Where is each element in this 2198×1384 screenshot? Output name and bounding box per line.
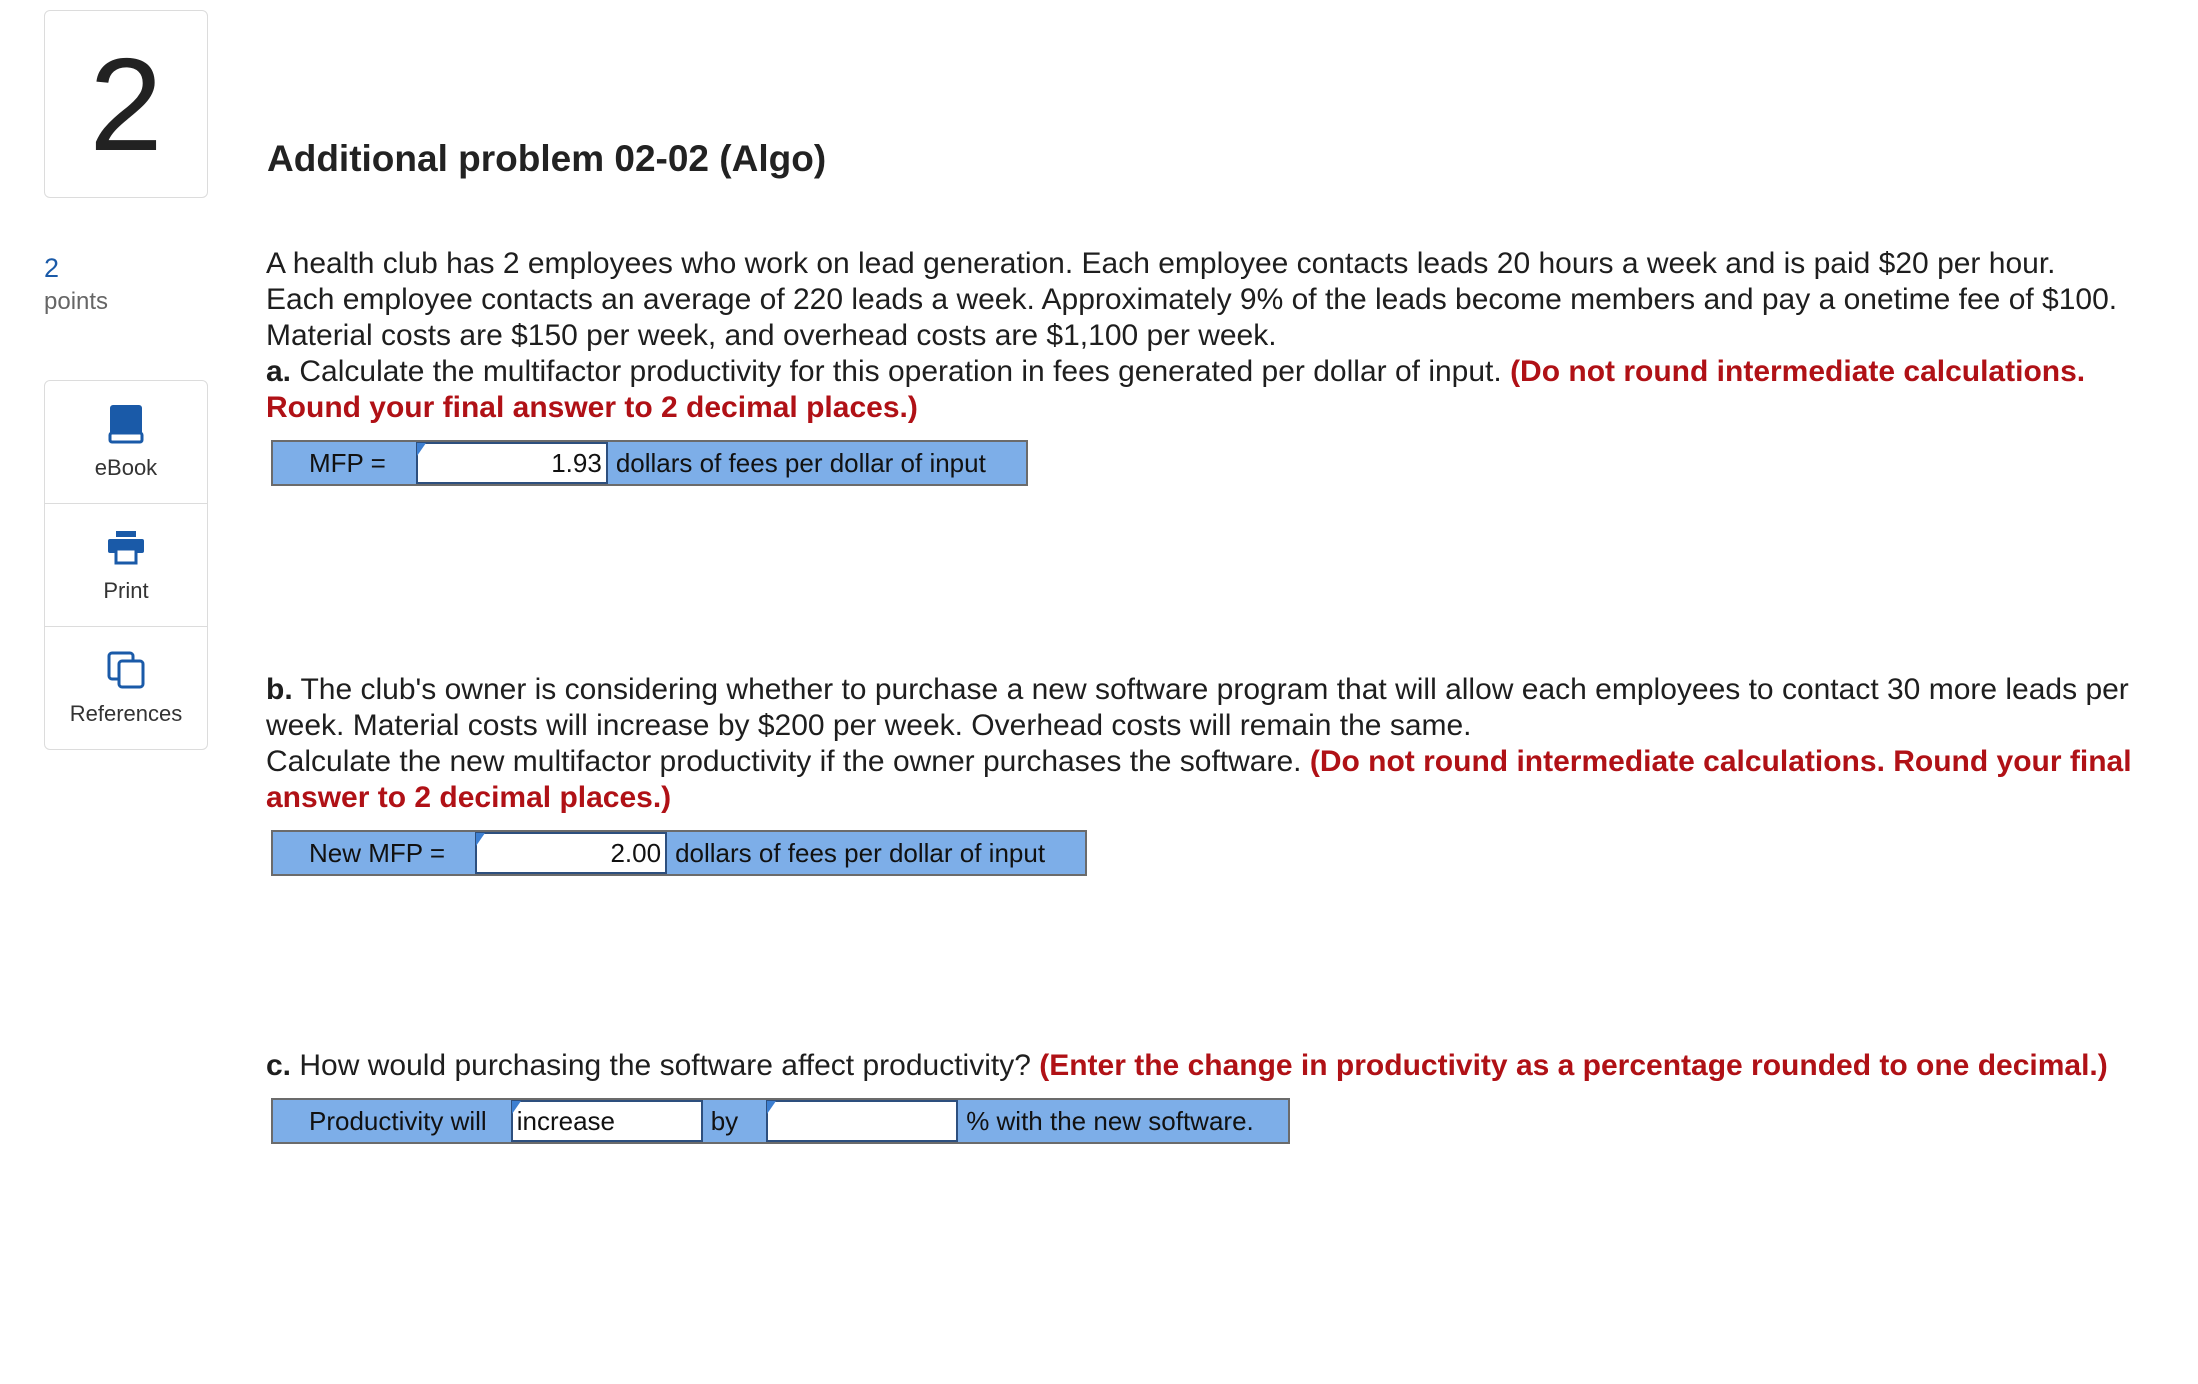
references-label: References <box>69 701 183 726</box>
part-c-letter: c. <box>266 1049 292 1082</box>
book-icon <box>105 403 147 445</box>
new-mfp-unit: dollars of fees per dollar of input <box>675 838 1046 868</box>
part-b-instruction: (Do not round intermediate calculations. Round your final answer to 2 decimal places.) <box>266 745 2132 814</box>
part-a-instruction: (Do not round intermediate calculations. Round your final answer to 2 decimal places.) <box>266 355 2086 424</box>
ebook-button[interactable] <box>45 381 207 503</box>
flag-icon <box>476 833 485 846</box>
new-mfp-value: 2.00 <box>610 838 662 868</box>
points-label: points <box>44 288 109 315</box>
intro-line-1: A health club has 2 employees who work on lead generation. Each employee contacts leads 20 hours a week and is paid $20 per hour. <box>266 247 2056 280</box>
print-button[interactable] <box>45 503 207 626</box>
intro-line-3: Material costs are $150 per week, and overhead costs are $1,100 per week. <box>266 319 1277 352</box>
productivity-label: Productivity will <box>309 1106 487 1136</box>
flag-icon <box>417 443 426 456</box>
part-b-text-2: Calculate the new multifactor productivity if the owner purchases the software. <box>266 745 1302 778</box>
part-c-instruction: (Enter the change in productivity as a percentage rounded to one decimal.) <box>1039 1049 2108 1082</box>
intro-line-2: Each employee contacts an average of 220 leads a week. Approximately 9% of the leads become members and pay a onetime fee of $100. <box>266 283 2118 316</box>
question-content <box>266 246 2156 1144</box>
part-b-letter: b. <box>266 673 293 706</box>
ebook-label: eBook <box>94 455 158 480</box>
part-a-question <box>266 354 2156 426</box>
copy-icon <box>105 649 147 691</box>
new-mfp-input[interactable] <box>475 832 667 874</box>
question-number: 2 <box>89 30 163 178</box>
by-label: by <box>710 1106 739 1136</box>
flag-icon <box>512 1101 521 1114</box>
mfp-label: MFP = <box>309 448 386 478</box>
mfp-value: 1.93 <box>551 448 602 478</box>
points-value: 2 <box>44 253 60 283</box>
printer-icon <box>105 526 147 568</box>
part-c-question <box>266 1048 2156 1084</box>
percent-unit: % with the new software. <box>966 1106 1254 1136</box>
productivity-direction-value: increase <box>516 1106 615 1136</box>
print-label: Print <box>103 578 149 603</box>
question-title: Additional problem 02-02 (Algo) <box>267 138 827 179</box>
flag-icon <box>767 1101 776 1114</box>
references-button[interactable] <box>45 626 207 749</box>
part-b-text: The club's owner is considering whether to purchase a new software program that will allow each employees to contact 30 more leads per week. Material costs will increase by $200 per week. Overhead costs will remain the same. <box>266 673 2129 742</box>
part-c-answer-row <box>271 1098 1290 1144</box>
question-number-box <box>44 10 208 198</box>
part-b-answer-row <box>271 830 1087 876</box>
part-b-question-2 <box>266 744 2156 816</box>
part-a-answer-row <box>271 440 1028 486</box>
part-b-question <box>266 672 2156 744</box>
mfp-input[interactable] <box>416 442 608 484</box>
new-mfp-label: New MFP = <box>309 838 446 868</box>
part-c-text: How would purchasing the software affect productivity? <box>299 1049 1031 1082</box>
part-a-letter: a. <box>266 355 292 388</box>
part-a-text: Calculate the multifactor productivity for this operation in fees generated per dollar of input. <box>299 355 1502 388</box>
productivity-direction-select[interactable] <box>511 1100 703 1142</box>
mfp-unit: dollars of fees per dollar of input <box>615 448 986 478</box>
percent-change-input[interactable] <box>766 1100 958 1142</box>
tools-panel <box>44 380 208 750</box>
